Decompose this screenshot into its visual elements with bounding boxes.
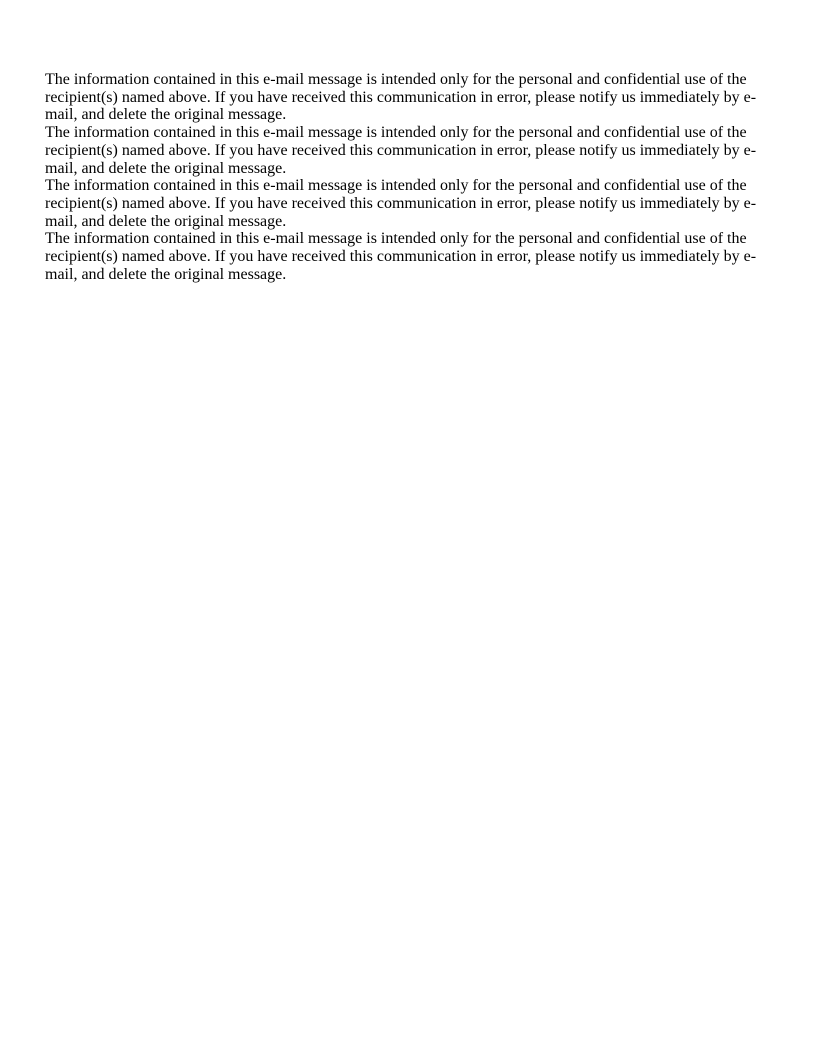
disclaimer-paragraph: The information contained in this e-mail message is intended only for the personal and confidential use of the recipient(s) named above. If you have received this communication in error, please notify us immediately by e-mail, and delete the original message. (45, 71, 757, 124)
disclaimer-paragraph: The information contained in this e-mail message is intended only for the personal and confidential use of the recipient(s) named above. If you have received this communication in error, please notify us immediately by e-mail, and delete the original message. (45, 230, 757, 283)
disclaimer-paragraph: The information contained in this e-mail message is intended only for the personal and confidential use of the recipient(s) named above. If you have received this communication in error, please notify us immediately by e-mail, and delete the original message. (45, 124, 757, 177)
disclaimer-paragraph: The information contained in this e-mail message is intended only for the personal and confidential use of the recipient(s) named above. If you have received this communication in error, please notify us immediately by e-mail, and delete the original message. (45, 177, 757, 230)
document-body (45, 71, 760, 283)
